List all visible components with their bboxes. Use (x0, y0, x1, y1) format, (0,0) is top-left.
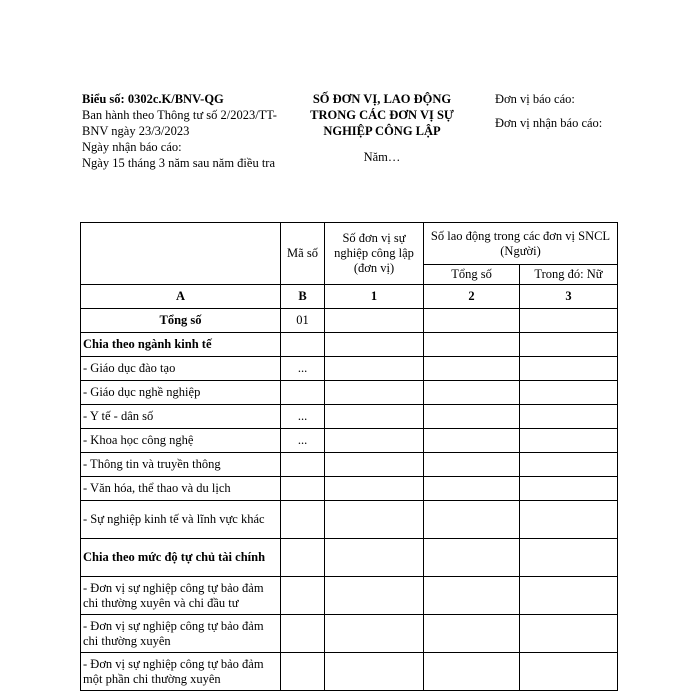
index-row (81, 285, 618, 309)
row-label: - Văn hóa, thể thao và du lịch (81, 477, 281, 501)
value-cell[interactable] (424, 429, 520, 453)
index-cell: 1 (325, 285, 424, 309)
table-row (81, 453, 618, 477)
value-cell[interactable] (424, 333, 520, 357)
value-cell[interactable] (325, 653, 424, 691)
value-cell[interactable] (325, 615, 424, 653)
index-cell: A (81, 285, 281, 309)
value-cell[interactable] (520, 333, 618, 357)
table-row (81, 501, 618, 539)
value-cell[interactable] (520, 501, 618, 539)
row-code (281, 333, 325, 357)
value-cell[interactable] (520, 309, 618, 333)
row-code (281, 577, 325, 615)
row-code: ... (281, 429, 325, 453)
table-row (81, 357, 618, 381)
value-cell[interactable] (520, 381, 618, 405)
header-labor-group: Số lao động trong các đơn vị SNCL (Người) (424, 223, 618, 265)
header-blank-cell (81, 223, 281, 285)
row-code (281, 615, 325, 653)
value-cell[interactable] (325, 429, 424, 453)
row-code: ... (281, 405, 325, 429)
row-label: - Đơn vị sự nghiệp công tự bảo đảm chi thường xuyên (81, 615, 281, 653)
value-cell[interactable] (424, 309, 520, 333)
value-cell[interactable] (325, 309, 424, 333)
row-label: - Thông tin và truyền thông (81, 453, 281, 477)
form-info (82, 91, 282, 171)
value-cell[interactable] (520, 615, 618, 653)
row-label: - Giáo dục nghề nghiệp (81, 381, 281, 405)
value-cell[interactable] (424, 381, 520, 405)
value-cell[interactable] (424, 653, 520, 691)
value-cell[interactable] (520, 477, 618, 501)
received-date-value: Ngày 15 tháng 3 năm sau năm điều tra (82, 156, 276, 170)
value-cell[interactable] (520, 429, 618, 453)
reporting-unit-label: Đơn vị báo cáo: (495, 92, 575, 106)
table-row (81, 309, 618, 333)
receiving-unit-label: Đơn vị nhận báo cáo: (495, 116, 603, 130)
table-row (81, 539, 618, 577)
row-code (281, 653, 325, 691)
value-cell[interactable] (424, 539, 520, 577)
form-code: Biểu số: 0302c.K/BNV-QG (82, 92, 224, 106)
value-cell[interactable] (424, 501, 520, 539)
table-row (81, 477, 618, 501)
row-code (281, 477, 325, 501)
value-cell[interactable] (520, 357, 618, 381)
header-female: Trong đó: Nữ (520, 265, 618, 285)
report-title-block (292, 91, 472, 165)
value-cell[interactable] (520, 577, 618, 615)
value-cell[interactable] (424, 577, 520, 615)
row-code: 01 (281, 309, 325, 333)
unit-info (495, 91, 645, 139)
index-cell: 2 (424, 285, 520, 309)
value-cell[interactable] (325, 357, 424, 381)
table-row (81, 405, 618, 429)
value-cell[interactable] (325, 539, 424, 577)
row-code: ... (281, 357, 325, 381)
header-row-1 (81, 223, 618, 265)
value-cell[interactable] (325, 381, 424, 405)
table-row (81, 333, 618, 357)
row-code (281, 453, 325, 477)
value-cell[interactable] (424, 357, 520, 381)
row-label: Chia theo mức độ tự chủ tài chính (81, 539, 281, 577)
row-label: Chia theo ngành kinh tế (81, 333, 281, 357)
index-cell: B (281, 285, 325, 309)
table-row (81, 615, 618, 653)
row-code (281, 539, 325, 577)
header-units: Số đơn vị sự nghiệp công lập (đơn vị) (325, 223, 424, 285)
row-label: - Đơn vị sự nghiệp công tự bảo đảm chi thường xuyên và chi đầu tư (81, 577, 281, 615)
table-row (81, 429, 618, 453)
row-label: Tổng số (81, 309, 281, 333)
table-row (81, 577, 618, 615)
table-row (81, 381, 618, 405)
index-cell: 3 (520, 285, 618, 309)
value-cell[interactable] (325, 333, 424, 357)
value-cell[interactable] (325, 405, 424, 429)
value-cell[interactable] (520, 453, 618, 477)
row-code (281, 501, 325, 539)
received-date-label: Ngày nhận báo cáo: (82, 140, 182, 154)
row-label: - Giáo dục đào tạo (81, 357, 281, 381)
value-cell[interactable] (520, 405, 618, 429)
row-label: - Y tế - dân số (81, 405, 281, 429)
issued-by: Ban hành theo Thông tư số 2/2023/TT-BNV ngày 23/3/2023 (82, 108, 277, 138)
value-cell[interactable] (325, 577, 424, 615)
value-cell[interactable] (424, 405, 520, 429)
row-code (281, 381, 325, 405)
report-table (80, 222, 618, 691)
value-cell[interactable] (325, 501, 424, 539)
value-cell[interactable] (424, 453, 520, 477)
table-row (81, 653, 618, 691)
report-title: SỐ ĐƠN VỊ, LAO ĐỘNG TRONG CÁC ĐƠN VỊ SỰ NGHIỆP CÔNG LẬP (310, 92, 454, 138)
row-label: - Khoa học công nghệ (81, 429, 281, 453)
report-year: Năm… (363, 150, 401, 164)
header-code: Mã số (281, 223, 325, 285)
row-label: - Sự nghiệp kinh tế và lĩnh vực khác (81, 501, 281, 539)
header-total: Tổng số (424, 265, 520, 285)
value-cell[interactable] (325, 477, 424, 501)
value-cell[interactable] (325, 453, 424, 477)
value-cell[interactable] (424, 615, 520, 653)
value-cell[interactable] (520, 539, 618, 577)
row-label: - Đơn vị sự nghiệp công tự bảo đảm một phần chi thường xuyên (81, 653, 281, 691)
value-cell[interactable] (424, 477, 520, 501)
value-cell[interactable] (520, 653, 618, 691)
